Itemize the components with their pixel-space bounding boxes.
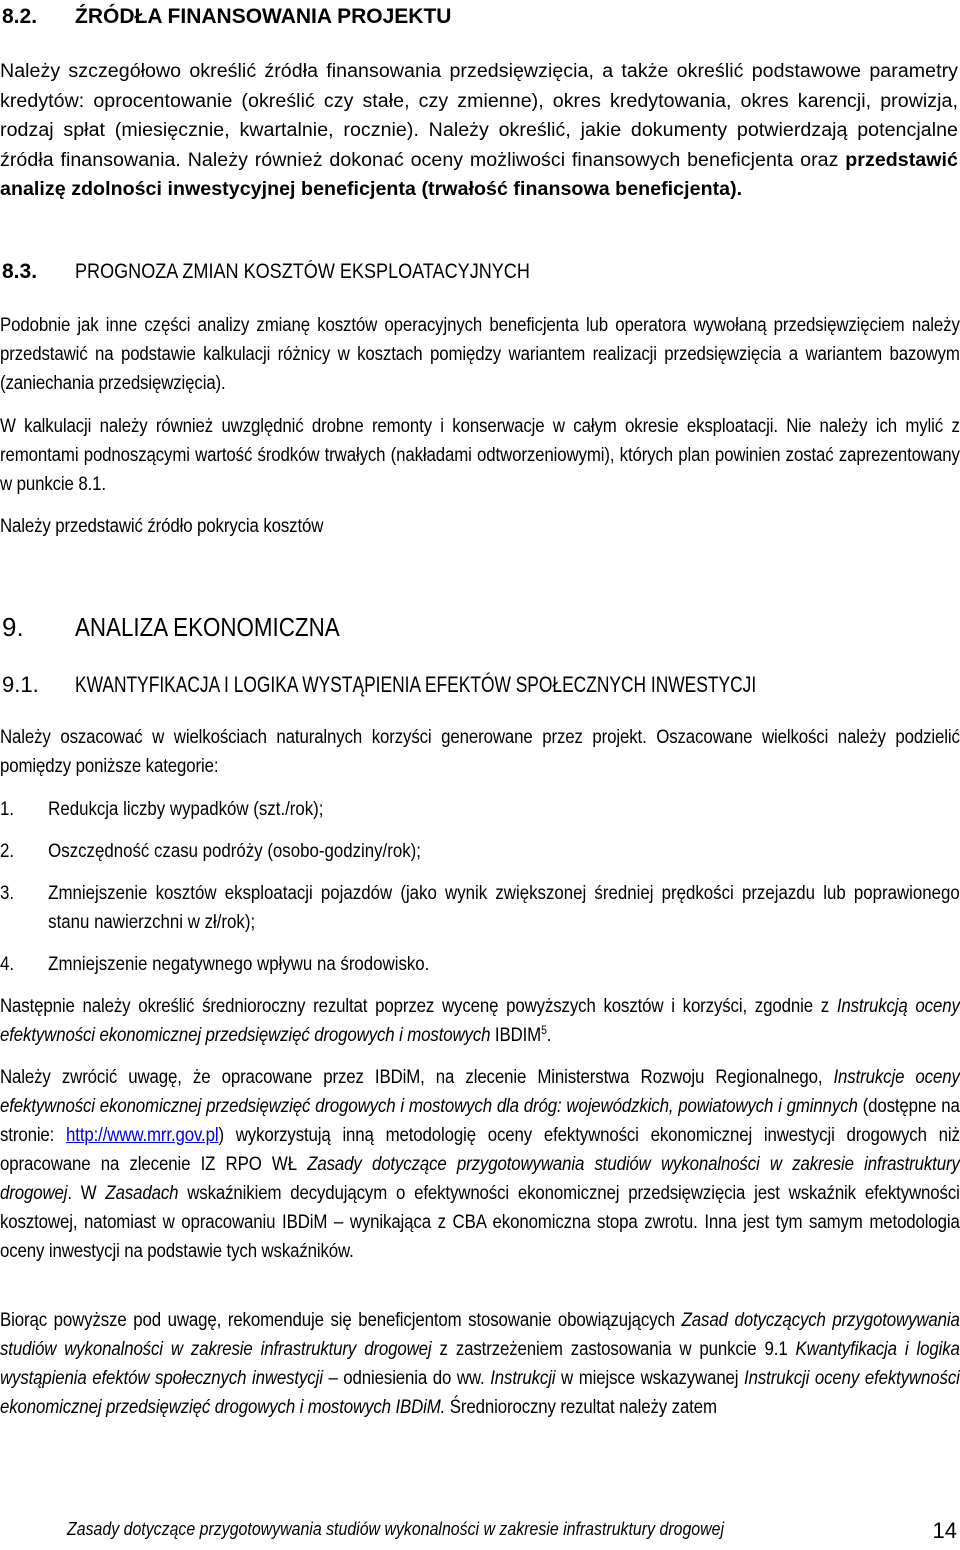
paragraph-text: Biorąc powyższe pod uwagę, rekomenduje się beneficjentom stosowanie obowiązujących bbox=[0, 1309, 682, 1331]
paragraph-text: Należy szczegółowo określić źródła finansowania przedsięwzięcia, a także określić podstawowe parametry kredytów: oprocentowanie (określić czy stałe, czy zmienne), okres kredytowania, okres karencji, prowizja, rodzaj spłat (miesięcznie, kwartalnie, rocznie). Należy określić, jakie dokumenty potwierdzają potencjalne źródła finansowania. Należy również dokonać oceny możliwości finansowych beneficjenta oraz bbox=[0, 60, 958, 171]
list-item bbox=[0, 879, 960, 937]
section-9-1-intro: Należy oszacować w wielkościach naturalnych korzyści generowane przez projekt. Oszacowane wielkości należy podzielić pomiędzy poniższe kategorie: bbox=[0, 726, 960, 777]
paragraph-italic-text: Instrukcje oceny efektywności ekonomicznej przedsięwzięć drogowych i mostowych dla dróg: wojewódzkich, powiatowych i gminnych bbox=[0, 1066, 960, 1117]
page-number: 14 bbox=[932, 1518, 957, 1543]
mrr-website-link[interactable]: http://www.mrr.gov.pl bbox=[66, 1124, 219, 1146]
paragraph-text: Następnie należy określić średnioroczny rezultat poprzez wycenę powyższych kosztów i korzyści, zgodnie z bbox=[0, 995, 837, 1017]
list-item bbox=[0, 950, 960, 979]
section-9-1-paragraph-2 bbox=[0, 992, 960, 1050]
paragraph-italic-text: Zasadach bbox=[105, 1182, 179, 1204]
section-8-3-paragraph-2: W kalkulacji należy również uwzględnić drobne remonty i konserwacje w całym okresie eksploatacji. Nie należy ich mylić z remontami podnoszącymi wartość środków trwałych (nakładami odtworzeniowymi), których plan powinien zostać zaprezentowany w punkcie 8.1. bbox=[0, 415, 960, 495]
section-9-heading bbox=[0, 610, 960, 644]
section-number: 9.1. bbox=[2, 672, 39, 697]
section-8-3-paragraph-1: Podobnie jak inne części analizy zmianę kosztów operacyjnych beneficjenta lub operatora wywołaną przedsięwzięciem należy przedstawić na podstawie kalkulacji różnicy w kosztach pomiędzy wariantem realizacji przedsięwzięcia a wariantem bazowym (zaniechania przedsięwzięcia). bbox=[0, 314, 960, 394]
section-9-1-heading bbox=[0, 670, 960, 700]
section-title: ANALIZA EKONOMICZNA bbox=[75, 612, 340, 642]
paragraph-italic-text: Instrukcji bbox=[490, 1367, 556, 1389]
list-item bbox=[0, 795, 960, 824]
paragraph-bold-text: przedstawić analizę zdolności inwestycyjnej beneficjenta (trwałość finansowa beneficjenta). bbox=[0, 148, 958, 200]
section-title: ŹRÓDŁA FINANSOWANIA PROJEKTU bbox=[75, 5, 452, 28]
footnote-marker: 5 bbox=[541, 1023, 547, 1037]
page-footer bbox=[0, 1518, 960, 1550]
section-number: 8.3. bbox=[2, 260, 38, 283]
list-text: Redukcja liczby wypadków (szt./rok); bbox=[48, 798, 324, 820]
paragraph-text: (dostępne na stronie: bbox=[0, 1095, 960, 1146]
list-number: 3. bbox=[0, 882, 15, 904]
list-text: Zmniejszenie negatywnego wpływu na środowisko. bbox=[48, 953, 430, 975]
paragraph-text: . bbox=[546, 1024, 552, 1046]
section-title: KWANTYFIKACJA I LOGIKA WYSTĄPIENIA EFEKTÓW SPOŁECZNYCH INWESTYCJI bbox=[75, 672, 757, 697]
section-number: 8.2. bbox=[2, 5, 38, 28]
paragraph-text: Średnioroczny rezultat należy zatem bbox=[445, 1396, 717, 1418]
paragraph-text: Należy zwrócić uwagę, że opracowane przez IBDiM, na zlecenie Ministerstwa Rozwoju Regionalnego, bbox=[0, 1066, 834, 1088]
paragraph-text: ) wykorzystują inną metodologię oceny efektywności ekonomicznej inwestycji drogowych niż opracowane na zlecenie IZ RPO WŁ bbox=[0, 1124, 960, 1175]
section-9-1-paragraph-3 bbox=[0, 1063, 960, 1266]
section-8-3-paragraph-3: Należy przedstawić źródło pokrycia kosztów bbox=[0, 515, 324, 537]
list-number: 4. bbox=[0, 953, 15, 975]
paragraph-italic-text: Zasady dotyczące przygotowywania studiów wykonalności w zakresie infrastruktury drogowej bbox=[0, 1153, 960, 1204]
paragraph-text: . W bbox=[67, 1182, 106, 1204]
list-text: Zmniejszenie kosztów eksploatacji pojazdów (jako wynik zwiększonej średniej prędkości przejazdu lub poprawionego stanu nawierzchni w zł/rok); bbox=[48, 882, 960, 933]
paragraph-italic-text: Instrukcji oceny efektywności ekonomicznej przedsięwzięć drogowych i mostowych IBDiM. bbox=[0, 1367, 960, 1418]
footer-title: Zasady dotyczące przygotowywania studiów wykonalności w zakresie infrastruktury drogowej bbox=[67, 1518, 725, 1539]
paragraph-italic-text: Kwantyfikacja i logika wystąpienia efektów społecznych inwestycji bbox=[0, 1338, 960, 1389]
paragraph-italic-text: Instrukcją oceny efektywności ekonomicznej przedsięwzięć drogowych i mostowych bbox=[0, 995, 960, 1046]
paragraph-text: z zastrzeżeniem zastosowania w punkcie 9.1 bbox=[431, 1338, 796, 1360]
section-9-1-paragraph-4 bbox=[0, 1306, 960, 1422]
section-title: PROGNOZA ZMIAN KOSZTÓW EKSPLOATACYJNYCH bbox=[75, 260, 530, 283]
list-item bbox=[0, 837, 960, 866]
paragraph-italic-text: Zasad dotyczących przygotowywania studiów wykonalności w zakresie infrastruktury drogowej bbox=[0, 1309, 960, 1360]
section-number: 9. bbox=[2, 612, 24, 642]
paragraph-text: wskaźnikiem decydującym o efektywności ekonomicznej przedsięwzięcia jest wskaźnik efektywności kosztowej, natomiast w opracowaniu IBDiM – wynikająca z CBA ekonomiczna stopa zwrotu. Inna jest tym samym metodologia oceny inwestycji na podstawie tych wskaźników. bbox=[0, 1182, 960, 1262]
list-number: 1. bbox=[0, 798, 15, 820]
paragraph-text: – odniesienia do ww. bbox=[322, 1367, 491, 1389]
list-text: Oszczędność czasu podróży (osobo-godziny/rok); bbox=[48, 840, 421, 862]
section-8-3-heading bbox=[0, 258, 960, 286]
section-8-2-paragraph bbox=[0, 57, 958, 205]
paragraph-text: w miejsce wskazywanej bbox=[555, 1367, 745, 1389]
list-number: 2. bbox=[0, 840, 15, 862]
paragraph-text: IBDIM bbox=[490, 1024, 542, 1046]
